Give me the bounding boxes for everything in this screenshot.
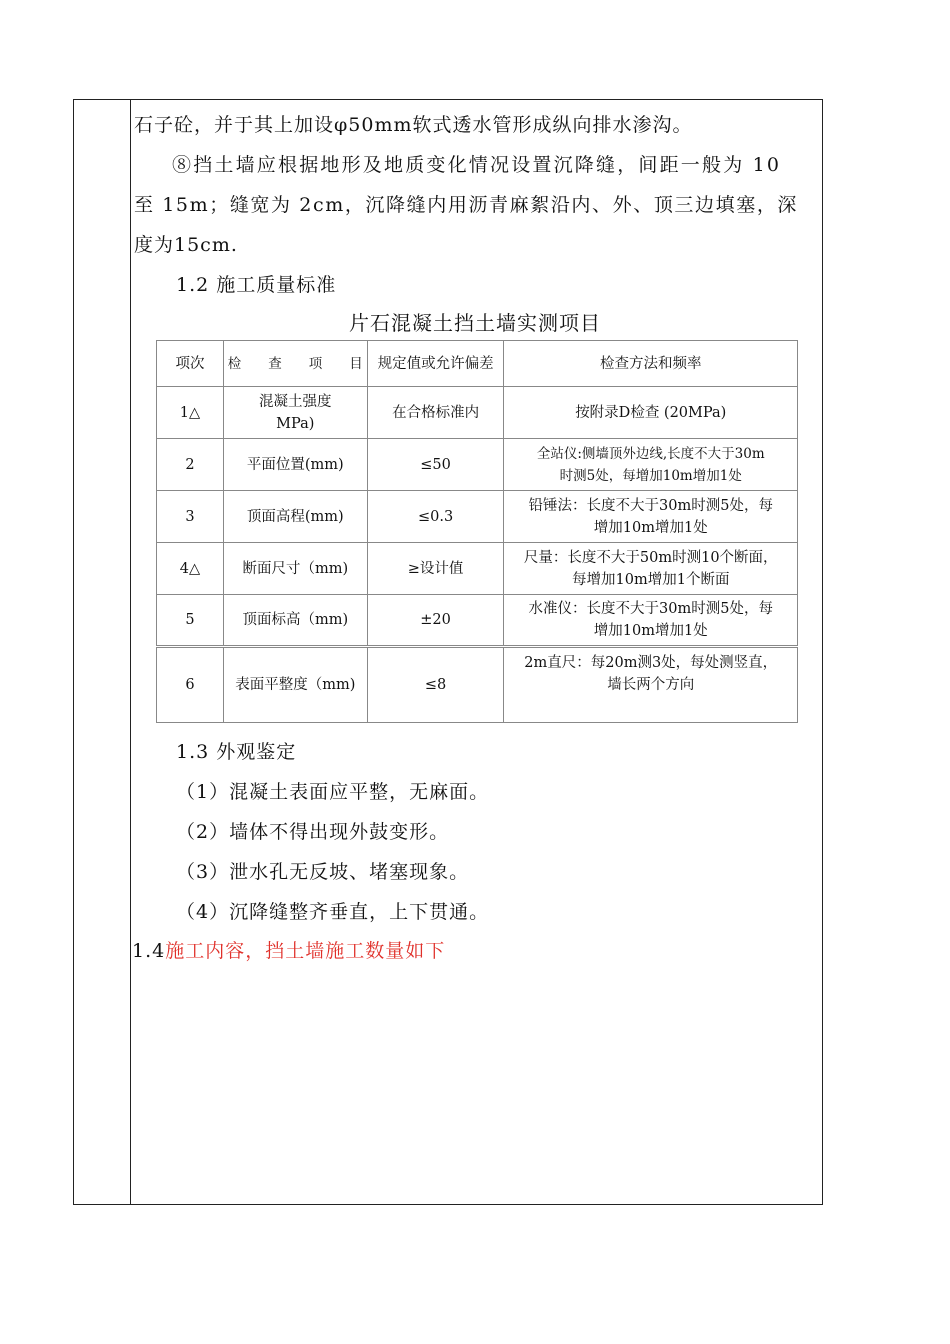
table-row — [157, 387, 798, 439]
table-row — [157, 543, 798, 595]
cell-method — [504, 595, 798, 647]
table-title: 片石混凝土挡土墙实测项目 — [349, 311, 601, 335]
appearance-item-1: （1）混凝土表面应平整，无麻面。 — [176, 781, 490, 803]
header-method: 检查方法和频率 — [504, 341, 798, 387]
cell-method-line-2: 增加10m增加1处 — [593, 519, 708, 536]
cell-spec: ≥设计值 — [367, 543, 504, 595]
cell-no: 5 — [157, 595, 224, 647]
cell-item: 顶面高程(mm) — [223, 491, 367, 543]
cell-spec: 在合格标准内 — [367, 387, 504, 439]
header-item-no: 项次 — [157, 341, 224, 387]
appearance-item-4: （4）沉降缝整齐垂直，上下贯通。 — [176, 901, 490, 923]
cell-no: 3 — [157, 491, 224, 543]
cell-spec: ≤50 — [367, 439, 504, 491]
table-row — [157, 439, 798, 491]
section-title-red: 施工内容，挡土墙施工数量如下 — [165, 940, 446, 962]
table-header-row — [157, 341, 798, 387]
section-heading-1-2: 1.2 施工质量标准 — [176, 274, 337, 296]
cell-method-line-1: 2m直尺：每20m测3处，每处测竖直， — [524, 655, 778, 671]
cell-method-line-2: 增加10m增加1处 — [593, 623, 708, 639]
cell-item-line-2: MPa) — [276, 415, 315, 432]
cell-method — [504, 439, 798, 491]
header-tolerance: 规定值或允许偏差 — [367, 341, 504, 387]
paragraph-line-2: ⑧挡土墙应根据地形及地质变化情况设置沉降缝，间距一般为 10 — [172, 154, 782, 176]
cell-method — [504, 491, 798, 543]
cell-method — [504, 543, 798, 595]
cell-method-line-1: 水准仪：长度不大于30m时测5处，每 — [528, 601, 773, 617]
cell-item — [223, 387, 367, 439]
cell-no: 1△ — [157, 387, 224, 439]
appearance-item-3: （3）泄水孔无反坡、堵塞现象。 — [176, 861, 470, 883]
paragraph-line-1: 石子砼，并于其上加设φ50mm软式透水管形成纵向排水渗沟。 — [134, 114, 693, 136]
paragraph-line-3: 至 15m；缝宽为 2cm，沉降缝内用沥青麻絮沿内、外、顶三边填塞，深 — [134, 194, 799, 216]
table-row — [157, 491, 798, 543]
cell-method-line-2: 每增加10m增加1个断面 — [572, 571, 730, 588]
table-row — [157, 647, 798, 723]
cell-item-line-1: 混凝土强度 — [259, 393, 332, 410]
cell-spec: ≤8 — [367, 647, 504, 723]
cell-method-line-1: 铅锤法：长度不大于30m时测5处，每 — [528, 497, 773, 514]
paragraph-line-4: 度为15cm. — [134, 234, 238, 256]
inspection-table — [156, 340, 798, 723]
cell-method-line-1: 尺量：长度不大于50m时测10个断面， — [523, 549, 778, 566]
section-heading-1-3: 1.3 外观鉴定 — [176, 741, 297, 763]
cell-item: 断面尺寸（mm) — [223, 543, 367, 595]
cell-item: 表面平整度（mm) — [223, 647, 367, 723]
table-row — [157, 595, 798, 647]
header-check-item: 检 查 项 目 — [223, 341, 367, 387]
section-number: 1.4 — [132, 940, 166, 962]
cell-spec: ±20 — [367, 595, 504, 647]
cell-spec: ≤0.3 — [367, 491, 504, 543]
cell-method-line-1: 按附录D检查 (20MPa) — [575, 404, 727, 421]
cell-no: 2 — [157, 439, 224, 491]
cell-method-line-2: 时测5处，每增加10m增加1处 — [559, 467, 742, 484]
cell-method — [504, 647, 798, 723]
section-heading-1-4 — [132, 936, 445, 963]
appearance-item-2: （2）墙体不得出现外鼓变形。 — [176, 821, 450, 843]
frame-column-divider — [130, 99, 131, 1205]
cell-item: 顶面标高（mm) — [223, 595, 367, 647]
cell-method-line-2: 墙长两个方向 — [607, 677, 695, 693]
cell-item: 平面位置(mm) — [223, 439, 367, 491]
cell-no: 6 — [157, 647, 224, 723]
cell-no: 4△ — [157, 543, 224, 595]
cell-method — [504, 387, 798, 439]
cell-method-line-1: 全站仪:侧墙顶外边线,长度不大于30m — [536, 445, 765, 462]
